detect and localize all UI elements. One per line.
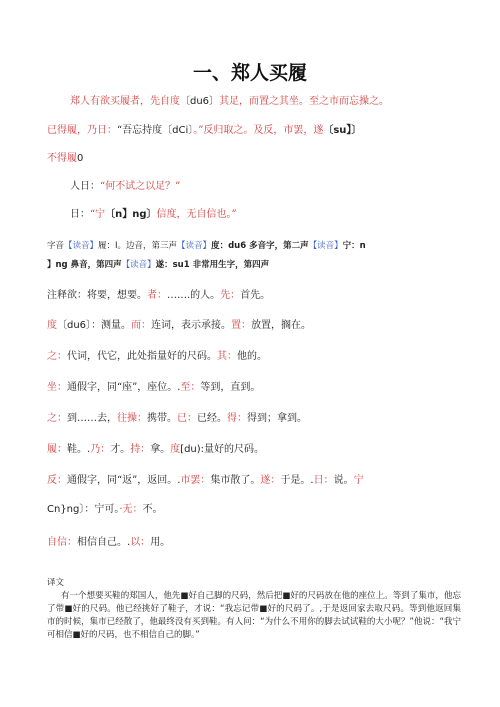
note-line-1 [47, 289, 270, 303]
note-term: 至： [180, 382, 201, 393]
text-span: 连词，表示承接。 [151, 320, 232, 331]
note-term: 置： [231, 320, 252, 331]
text-span: 于是。. [280, 475, 314, 486]
text-span: 字音 [47, 241, 65, 251]
note-term: 先： [220, 290, 241, 301]
note-term: 日： [313, 475, 334, 486]
translation-heading: 译文 [47, 578, 65, 588]
note-term: ·无： [119, 504, 143, 515]
note-term: 自信： [47, 537, 77, 548]
text-span: 代词，代它，此处指量好的尺码。 [67, 351, 217, 362]
original-line-5 [70, 208, 237, 222]
text-span: 才。 [110, 444, 131, 455]
text-span: 已经。 [197, 413, 227, 424]
text-span: 〔du6〕 [180, 96, 220, 107]
pronunciation-line-2 [47, 259, 269, 272]
text-span: 携带。 [147, 413, 177, 424]
text-span: 人日： [70, 181, 100, 192]
text-span: 郑人有欲买履者，先自度 [70, 96, 180, 107]
text-span: 其足，而置之其坐。至之市而忘操之。 [219, 96, 390, 107]
note-term: 得： [227, 413, 247, 424]
text-span: 到……去， [67, 413, 117, 424]
text-span: 〔dCi〕 [162, 125, 194, 136]
text-span: 度：du6 多音字，第二声 [211, 241, 309, 251]
text-span: 等到，直到。 [200, 382, 261, 393]
note-term: 持： [130, 444, 151, 455]
text-span: 放置，搁在。 [251, 320, 312, 331]
note-term: 之： [47, 413, 67, 424]
note-line-4 [47, 381, 260, 395]
note-term: 之： [47, 351, 67, 362]
note-term: 反： [47, 475, 67, 486]
text-span: ：测量。 [91, 320, 132, 331]
note-term: 市罢： [180, 475, 211, 486]
original-line-3 [47, 152, 83, 166]
pron-tag: 【读音】 [121, 260, 156, 270]
note-term: 以： [130, 537, 151, 548]
note-term: 已： [177, 413, 197, 424]
note-term: 而： [131, 320, 152, 331]
note-line-6 [47, 443, 264, 457]
note-term: 者： [147, 290, 167, 301]
text-span: 】ng 鼻音，第四声 [47, 260, 122, 270]
original-line-2 [47, 124, 361, 138]
text-span: 。”反归取之。及反，市罢，遂 [193, 125, 324, 136]
text-span: 注释欲：将要，想要。 [47, 290, 147, 301]
pron-tag: 【读音】 [177, 241, 212, 251]
translation-text: 有一个想要买鞋的郑国人，他先■好自己脚的尺码，然后把■好的尺码放在他的座位上。等到了集市，他忘了带■好的尺码。他已经挑好了鞋子，才说：“我忘记带■好的尺码了。,于是返回家去取尺码。等到他返回集市的时候，集市已经散了，他最终没有买到鞋。有人问：“为什么不用你的脚去试试鞋的大小呢？”他说：“我宁可相信■好的尺码，也不相信自己的脚。” [47, 591, 461, 640]
text-span: …….的人。 [167, 290, 221, 301]
text-span: 履：I。边音，第三声 [98, 241, 178, 251]
original-line-1 [70, 95, 389, 109]
text-span: 不得履 [47, 153, 77, 164]
text-span: 拿。 [150, 444, 171, 455]
text-span: 0 [77, 153, 84, 164]
text-span: 他的。 [237, 351, 267, 362]
text-span: 通假字，同“返”，返回。. [67, 475, 181, 486]
text-span: 日： [70, 209, 90, 220]
text-span: 通假字，同“座”，座位。. [67, 382, 181, 393]
note-line-7 [47, 474, 364, 488]
text-span: 不。 [142, 504, 163, 515]
text-span: 〔du6〕 [57, 320, 92, 331]
pronunciation-line-1 [47, 240, 366, 253]
note-term: 度 [170, 444, 181, 455]
note-line-2 [47, 319, 311, 333]
text-span: ：宁可。 [84, 504, 120, 515]
note-term: 往操： [117, 413, 147, 424]
text-span: 〔su】〕 [323, 125, 362, 136]
note-line-3 [47, 350, 267, 364]
note-line-9 [47, 536, 170, 550]
text-span: 宁：n [342, 241, 366, 251]
text-span: 遂：su1 非常用生字，第四声 [155, 260, 270, 270]
text-span: “何不试之以足？” [100, 181, 181, 192]
text-span: Cn}ng〕 [47, 504, 85, 515]
original-line-4 [70, 180, 180, 194]
note-term: 坐： [47, 382, 67, 393]
note-term: 履： [47, 444, 67, 455]
page-title: 一、郑人买履 [192, 62, 307, 84]
note-term: 宁 [353, 475, 364, 486]
text-span: 鞋。. [67, 444, 91, 455]
text-span: 集市散了。 [210, 475, 261, 486]
text-span: 已得履，乃日： [47, 125, 117, 136]
note-term: 其： [217, 351, 237, 362]
note-term: 度 [47, 320, 57, 331]
text-span: “宁 [90, 209, 106, 220]
note-line-8 [47, 503, 163, 517]
pron-tag: 【读音】 [64, 241, 99, 251]
note-term: 遂： [260, 475, 281, 486]
text-span: 说。 [333, 475, 354, 486]
text-span: 信度，无自信也。” [156, 209, 237, 220]
pron-tag: 【读音】 [308, 241, 343, 251]
text-span: 〔n】ng〕 [105, 209, 157, 220]
note-line-5 [47, 412, 307, 426]
text-span: 相信自己。. [77, 537, 131, 548]
text-span: “吾忘持度 [117, 125, 163, 136]
text-span: 首先。 [240, 290, 271, 301]
text-span: 得到；拿到。 [247, 413, 307, 424]
text-span: 用。 [150, 537, 171, 548]
note-term: 乃： [90, 444, 111, 455]
text-span: [du):量好的尺码。 [180, 444, 265, 455]
